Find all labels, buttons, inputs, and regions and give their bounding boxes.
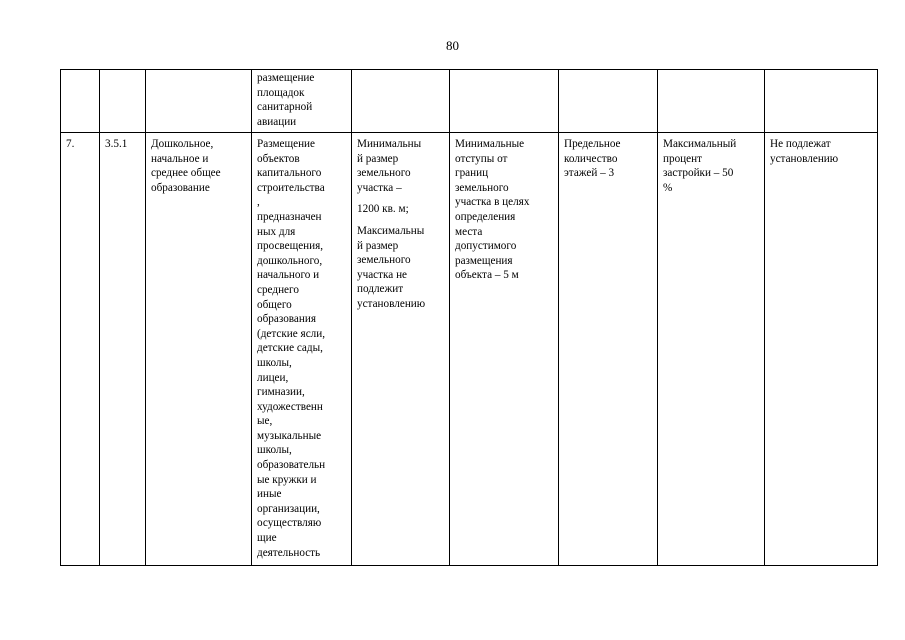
- text-line: школы,: [257, 356, 292, 369]
- text-line: й размер: [357, 239, 399, 252]
- text-line: определения: [455, 210, 516, 223]
- text-line: начальное и: [151, 152, 209, 165]
- text-line: объектов: [257, 152, 300, 165]
- text-line: процент: [663, 152, 703, 165]
- text-line: земельного: [357, 254, 411, 267]
- cell-code: [100, 70, 146, 133]
- plot-size-min: [357, 137, 444, 195]
- cell-description: [252, 70, 352, 133]
- cell-setbacks: [450, 133, 559, 566]
- text-line: среднее общее: [151, 167, 221, 180]
- cell-description: [252, 133, 352, 566]
- text-line: капитального: [257, 167, 322, 180]
- text-line: ые кружки и: [257, 473, 317, 486]
- cell-floors: [559, 70, 658, 133]
- cell-other: [765, 133, 878, 566]
- text-line: авиации: [257, 115, 297, 128]
- cell-number: 7.: [61, 133, 100, 566]
- text-line: Размещение: [257, 138, 316, 150]
- text-line: участка –: [357, 181, 402, 194]
- text-line: образовательн: [257, 459, 326, 472]
- cell-setbacks: [450, 70, 559, 133]
- cell-coverage: [658, 133, 765, 566]
- cell-plot-size: [352, 70, 450, 133]
- text-line: образования: [257, 313, 317, 326]
- text-line: общего: [257, 298, 292, 311]
- text-line: Минимальны: [357, 138, 422, 150]
- text-line: среднего: [257, 283, 299, 296]
- text-line: санитарной: [257, 101, 313, 114]
- text-line: осуществляю: [257, 517, 322, 530]
- text-line: строительства: [257, 181, 325, 194]
- text-line: иные: [257, 488, 282, 501]
- text-line: объекта – 5 м: [455, 269, 519, 282]
- text-line: участка в целях: [455, 196, 530, 209]
- cell-code: 3.5.1: [100, 133, 146, 566]
- text-line: площадок: [257, 86, 305, 99]
- text-line: размещения: [455, 254, 513, 267]
- cell-floors: [559, 133, 658, 566]
- table-row-continuation: [61, 70, 878, 133]
- text-line: щие: [257, 532, 277, 545]
- text-line: земельного: [357, 167, 411, 180]
- text-line: отступы от: [455, 152, 508, 165]
- cell-name: [146, 133, 252, 566]
- text-line: просвещения,: [257, 240, 324, 253]
- text-line: предназначен: [257, 210, 322, 223]
- text-line: земельного: [455, 181, 509, 194]
- text-line: ,: [257, 196, 260, 209]
- text-line: дошкольного,: [257, 254, 323, 267]
- cell-plot-size: [352, 133, 450, 566]
- text-line: Минимальные: [455, 138, 525, 150]
- plot-size-min-value: 1200 кв. м;: [357, 203, 409, 216]
- text-line: количество: [564, 152, 618, 165]
- text-line: й размер: [357, 152, 399, 165]
- page-number: 80: [446, 38, 459, 53]
- text-line: участка не: [357, 268, 408, 281]
- land-use-regulations-table: [60, 69, 878, 566]
- text-line: деятельность: [257, 546, 321, 559]
- text-line: подлежит: [357, 283, 404, 296]
- text-line: этажей – 3: [564, 167, 615, 180]
- text-line: установлению: [770, 152, 839, 165]
- text-line: (детские ясли,: [257, 327, 326, 340]
- text-line: %: [663, 181, 673, 194]
- text-line: Максимальный: [663, 138, 737, 150]
- text-line: места: [455, 225, 483, 238]
- cell-coverage: [658, 70, 765, 133]
- text-line: Не подлежат: [770, 138, 831, 150]
- text-line: ые,: [257, 415, 273, 428]
- text-line: допустимого: [455, 240, 517, 253]
- text-line: начального и: [257, 269, 320, 282]
- cell-other: [765, 70, 878, 133]
- text-line: лицеи,: [257, 371, 289, 384]
- text-line: размещение: [257, 72, 315, 84]
- text-line: ных для: [257, 225, 296, 238]
- text-line: детские сады,: [257, 342, 323, 355]
- text-line: гимназии,: [257, 386, 305, 399]
- text-line: музыкальные: [257, 429, 322, 442]
- text-line: художественн: [257, 400, 323, 413]
- text-line: организации,: [257, 502, 320, 515]
- text-line: Дошкольное,: [151, 138, 214, 150]
- text-line: Максимальны: [357, 224, 425, 237]
- cell-number: [61, 70, 100, 133]
- text-line: школы,: [257, 444, 292, 457]
- text-line: границ: [455, 167, 489, 180]
- plot-size-max: [357, 224, 444, 312]
- table-row: [61, 133, 878, 566]
- text-line: образование: [151, 181, 210, 194]
- text-line: застройки – 50: [663, 167, 734, 180]
- text-line: Предельное: [564, 138, 621, 150]
- text-line: установлению: [357, 297, 426, 310]
- cell-name: [146, 70, 252, 133]
